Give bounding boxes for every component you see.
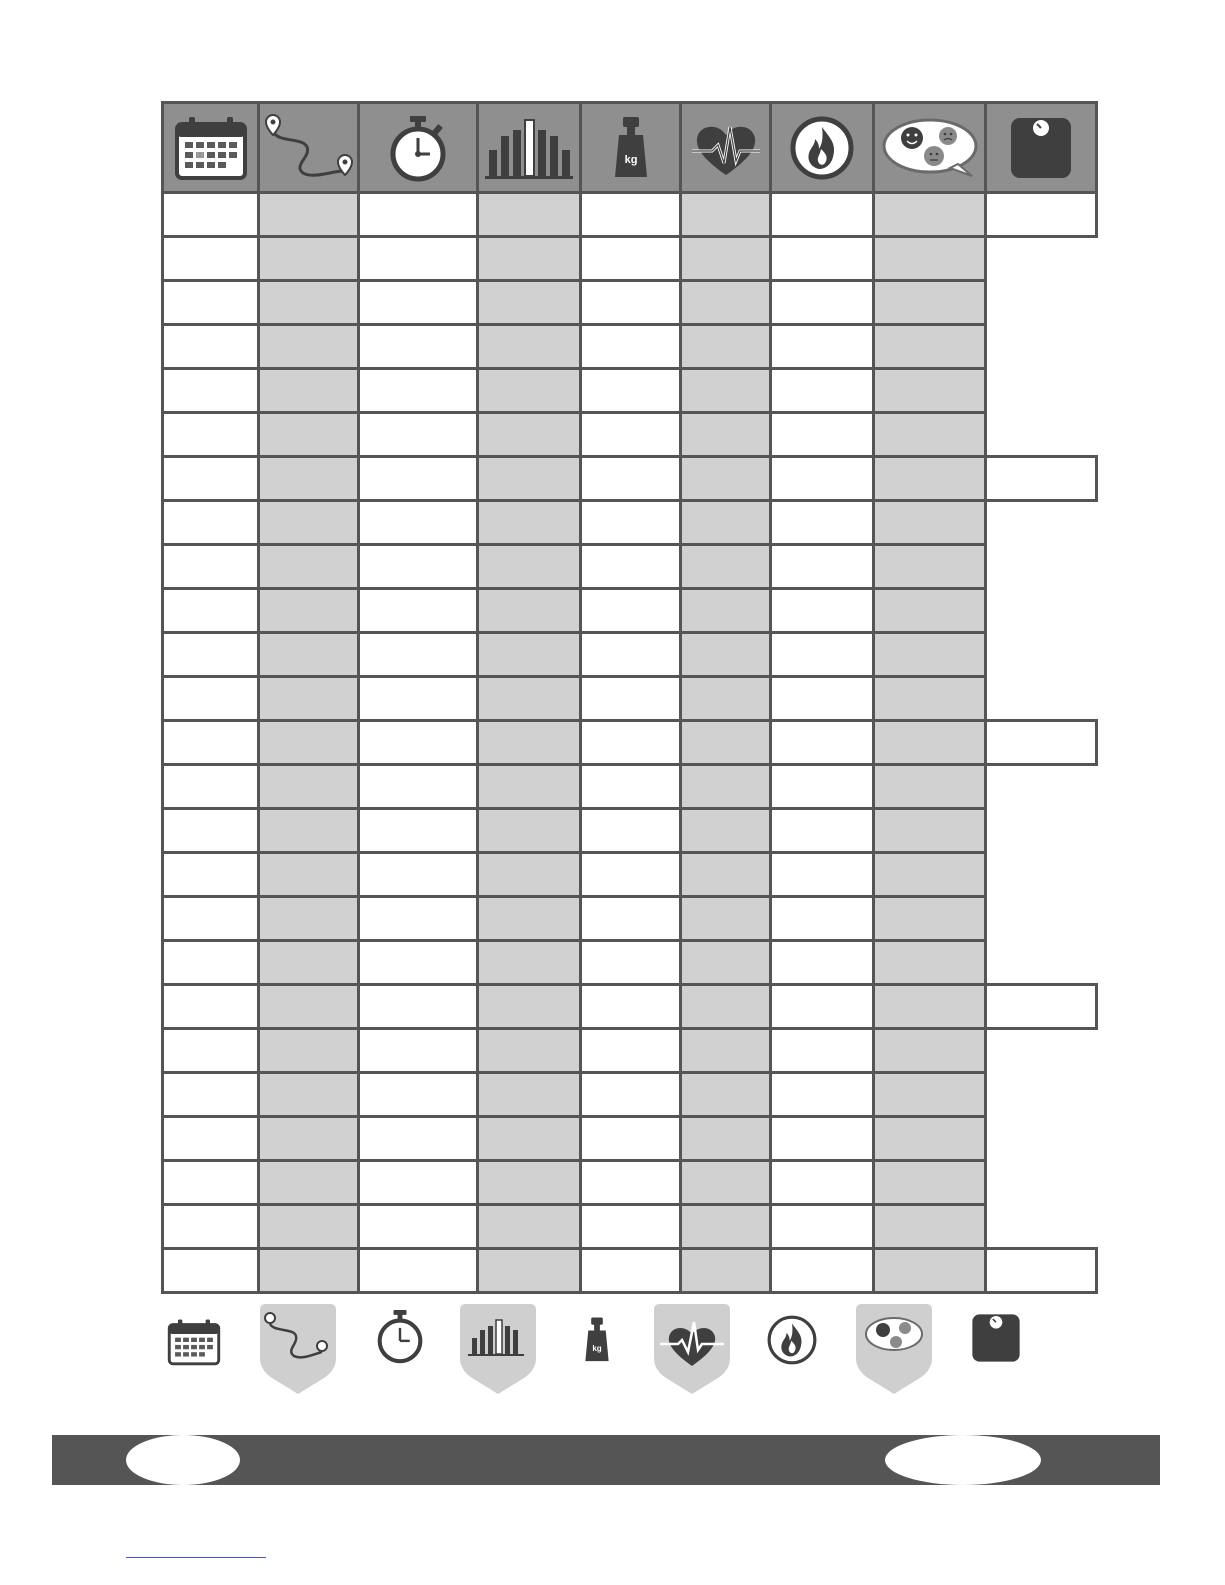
page-number-left xyxy=(126,1435,240,1485)
log-cell[interactable] xyxy=(771,1161,874,1205)
log-cell[interactable] xyxy=(874,897,986,941)
body-weight-cell xyxy=(986,677,1097,721)
svg-text:kg: kg xyxy=(624,153,637,166)
log-row xyxy=(163,985,1097,1029)
log-row xyxy=(163,853,1097,897)
log-cell[interactable] xyxy=(359,325,478,369)
log-cell[interactable] xyxy=(259,1161,359,1205)
log-row xyxy=(163,809,1097,853)
body-weight-cell xyxy=(986,853,1097,897)
log-cell[interactable] xyxy=(874,1249,986,1293)
log-cell[interactable] xyxy=(771,677,874,721)
log-cell[interactable] xyxy=(163,237,259,281)
log-cell[interactable] xyxy=(771,765,874,809)
log-cell[interactable] xyxy=(359,677,478,721)
log-cell[interactable] xyxy=(771,589,874,633)
log-row xyxy=(163,457,1097,501)
log-cell[interactable] xyxy=(359,721,478,765)
legend-calendar xyxy=(165,1318,223,1366)
log-cell[interactable] xyxy=(874,325,986,369)
route-distance-icon xyxy=(258,1300,338,1396)
log-cell[interactable] xyxy=(259,589,359,633)
log-cell[interactable] xyxy=(874,1117,986,1161)
legend-body-weight xyxy=(970,1312,1022,1364)
log-cell[interactable] xyxy=(359,457,478,501)
log-cell[interactable] xyxy=(681,853,771,897)
body-weight-cell xyxy=(986,1073,1097,1117)
log-cell[interactable] xyxy=(581,809,681,853)
log-cell[interactable] xyxy=(771,457,874,501)
log-cell[interactable] xyxy=(259,721,359,765)
log-row xyxy=(163,941,1097,985)
log-cell[interactable] xyxy=(359,853,478,897)
log-cell[interactable] xyxy=(771,501,874,545)
log-row xyxy=(163,1073,1097,1117)
log-row xyxy=(163,897,1097,941)
log-cell[interactable] xyxy=(259,369,359,413)
log-cell[interactable] xyxy=(681,1249,771,1293)
page-number-right xyxy=(885,1435,1041,1485)
log-cell[interactable] xyxy=(681,589,771,633)
log-cell[interactable] xyxy=(163,985,259,1029)
log-cell[interactable] xyxy=(681,941,771,985)
log-cell[interactable] xyxy=(478,413,581,457)
icon-legend xyxy=(150,1300,1050,1400)
body-weight-cell xyxy=(986,897,1097,941)
log-cell[interactable] xyxy=(681,501,771,545)
log-cell[interactable] xyxy=(359,369,478,413)
log-cell[interactable] xyxy=(581,941,681,985)
log-cell[interactable] xyxy=(259,501,359,545)
log-row xyxy=(163,369,1097,413)
log-cell[interactable] xyxy=(771,1205,874,1249)
log-cell[interactable] xyxy=(359,193,478,237)
log-cell[interactable] xyxy=(681,1029,771,1073)
log-row xyxy=(163,765,1097,809)
log-cell[interactable] xyxy=(259,193,359,237)
log-cell[interactable] xyxy=(259,1249,359,1293)
log-cell[interactable] xyxy=(259,545,359,589)
log-cell[interactable] xyxy=(478,1205,581,1249)
log-cell[interactable] xyxy=(478,369,581,413)
log-row xyxy=(163,281,1097,325)
log-cell[interactable] xyxy=(581,589,681,633)
log-row xyxy=(163,589,1097,633)
log-cell[interactable] xyxy=(581,501,681,545)
log-row xyxy=(163,237,1097,281)
log-cell[interactable] xyxy=(681,721,771,765)
log-cell[interactable] xyxy=(478,721,581,765)
log-cell[interactable] xyxy=(163,897,259,941)
log-cell[interactable] xyxy=(163,633,259,677)
route-distance-icon xyxy=(263,113,355,183)
log-row xyxy=(163,1029,1097,1073)
log-cell[interactable] xyxy=(581,281,681,325)
log-cell[interactable] xyxy=(259,413,359,457)
log-cell[interactable] xyxy=(874,457,986,501)
log-cell[interactable] xyxy=(771,369,874,413)
log-cell[interactable] xyxy=(681,677,771,721)
log-cell[interactable] xyxy=(478,1073,581,1117)
log-cell[interactable] xyxy=(163,677,259,721)
log-cell[interactable] xyxy=(478,193,581,237)
calendar-icon xyxy=(165,1318,223,1366)
log-cell[interactable] xyxy=(581,1161,681,1205)
log-cell[interactable] xyxy=(163,369,259,413)
heart-rate-icon xyxy=(652,1300,732,1396)
body-weight-cell xyxy=(986,545,1097,589)
log-cell[interactable] xyxy=(478,897,581,941)
log-cell[interactable] xyxy=(681,897,771,941)
log-cell[interactable] xyxy=(771,237,874,281)
body-weight-cell xyxy=(986,1117,1097,1161)
log-cell[interactable] xyxy=(359,1249,478,1293)
log-cell[interactable] xyxy=(163,853,259,897)
log-cell[interactable] xyxy=(478,1161,581,1205)
mood-faces-icon xyxy=(854,1300,934,1396)
bar-chart-level-icon xyxy=(483,116,575,180)
log-cell[interactable] xyxy=(359,1205,478,1249)
log-cell[interactable] xyxy=(478,325,581,369)
heart-rate-icon xyxy=(690,117,762,179)
body-weight-cell xyxy=(986,1161,1097,1205)
log-cell[interactable] xyxy=(874,941,986,985)
log-cell[interactable] xyxy=(259,765,359,809)
body-weight-cell[interactable] xyxy=(986,1249,1097,1293)
log-cell[interactable] xyxy=(478,281,581,325)
log-cell[interactable] xyxy=(163,765,259,809)
log-cell[interactable] xyxy=(874,545,986,589)
log-cell[interactable] xyxy=(478,457,581,501)
body-weight-cell xyxy=(986,325,1097,369)
log-cell[interactable] xyxy=(681,545,771,589)
svg-text:kg: kg xyxy=(592,1343,602,1353)
log-row xyxy=(163,545,1097,589)
log-cell[interactable] xyxy=(771,1249,874,1293)
bar-chart-level-icon xyxy=(458,1300,538,1396)
log-row xyxy=(163,1117,1097,1161)
log-cell[interactable] xyxy=(874,721,986,765)
stopwatch-icon xyxy=(374,1308,426,1364)
stopwatch-icon xyxy=(386,114,450,182)
log-cell[interactable] xyxy=(259,237,359,281)
log-cell[interactable] xyxy=(771,1073,874,1117)
log-cell[interactable] xyxy=(581,457,681,501)
log-cell[interactable] xyxy=(771,809,874,853)
log-cell[interactable] xyxy=(163,457,259,501)
body-weight-cell xyxy=(986,589,1097,633)
log-cell[interactable] xyxy=(581,1205,681,1249)
log-cell[interactable] xyxy=(163,413,259,457)
legend-calories xyxy=(766,1314,818,1366)
log-cell[interactable] xyxy=(874,985,986,1029)
log-cell[interactable] xyxy=(163,1029,259,1073)
col-date xyxy=(163,103,259,193)
log-row xyxy=(163,1161,1097,1205)
body-weight-cell xyxy=(986,281,1097,325)
log-cell[interactable] xyxy=(359,501,478,545)
log-cell[interactable] xyxy=(259,985,359,1029)
log-cell[interactable] xyxy=(259,1073,359,1117)
legend-level xyxy=(458,1300,538,1396)
log-cell[interactable] xyxy=(163,941,259,985)
calories-flame-icon xyxy=(766,1314,818,1366)
legend-time xyxy=(374,1308,426,1364)
log-cell[interactable] xyxy=(681,325,771,369)
bathroom-scale-icon xyxy=(970,1312,1022,1364)
log-cell[interactable] xyxy=(874,369,986,413)
log-cell[interactable] xyxy=(163,1117,259,1161)
log-cell[interactable] xyxy=(163,1249,259,1293)
log-cell[interactable] xyxy=(478,765,581,809)
log-cell[interactable] xyxy=(259,941,359,985)
col-weight-lifted xyxy=(581,103,681,193)
log-cell[interactable] xyxy=(771,325,874,369)
log-row xyxy=(163,677,1097,721)
log-cell[interactable] xyxy=(771,985,874,1029)
body-weight-cell xyxy=(986,413,1097,457)
log-cell[interactable] xyxy=(359,809,478,853)
log-cell[interactable] xyxy=(681,281,771,325)
log-cell[interactable] xyxy=(581,545,681,589)
log-cell[interactable] xyxy=(581,677,681,721)
log-row xyxy=(163,325,1097,369)
bottom-link-underline xyxy=(126,1557,266,1558)
log-cell[interactable] xyxy=(771,413,874,457)
log-cell[interactable] xyxy=(359,633,478,677)
log-cell[interactable] xyxy=(581,721,681,765)
log-cell[interactable] xyxy=(259,677,359,721)
log-cell[interactable] xyxy=(581,853,681,897)
log-cell[interactable] xyxy=(681,633,771,677)
log-cell[interactable] xyxy=(771,941,874,985)
bathroom-scale-icon xyxy=(1008,115,1074,181)
col-calories xyxy=(771,103,874,193)
log-cell[interactable] xyxy=(478,809,581,853)
body-weight-cell xyxy=(986,1205,1097,1249)
log-cell[interactable] xyxy=(163,809,259,853)
log-cell[interactable] xyxy=(771,897,874,941)
log-cell[interactable] xyxy=(259,457,359,501)
log-cell[interactable] xyxy=(874,1029,986,1073)
log-cell[interactable] xyxy=(681,413,771,457)
weight-kg-icon xyxy=(582,1316,612,1364)
col-body-weight xyxy=(986,103,1097,193)
log-cell[interactable] xyxy=(163,545,259,589)
log-row xyxy=(163,193,1097,237)
log-cell[interactable] xyxy=(681,985,771,1029)
log-cell[interactable] xyxy=(359,985,478,1029)
legend-weight-lifted xyxy=(582,1316,612,1364)
log-cell[interactable] xyxy=(681,1205,771,1249)
log-cell[interactable] xyxy=(874,237,986,281)
log-cell[interactable] xyxy=(581,897,681,941)
log-cell[interactable] xyxy=(581,413,681,457)
log-cell[interactable] xyxy=(581,985,681,1029)
log-cell[interactable] xyxy=(478,633,581,677)
log-cell[interactable] xyxy=(359,413,478,457)
calendar-icon xyxy=(174,115,248,181)
body-weight-cell xyxy=(986,809,1097,853)
log-cell[interactable] xyxy=(581,1073,681,1117)
log-cell[interactable] xyxy=(359,1117,478,1161)
log-cell[interactable] xyxy=(771,1029,874,1073)
log-cell[interactable] xyxy=(581,765,681,809)
log-cell[interactable] xyxy=(581,1117,681,1161)
log-cell[interactable] xyxy=(163,325,259,369)
log-cell[interactable] xyxy=(478,1249,581,1293)
log-cell[interactable] xyxy=(359,589,478,633)
log-cell[interactable] xyxy=(681,369,771,413)
log-row xyxy=(163,1205,1097,1249)
header-row xyxy=(163,103,1097,193)
log-cell[interactable] xyxy=(771,853,874,897)
log-cell[interactable] xyxy=(259,1029,359,1073)
log-cell[interactable] xyxy=(163,1205,259,1249)
log-cell[interactable] xyxy=(771,721,874,765)
log-cell[interactable] xyxy=(359,941,478,985)
log-cell[interactable] xyxy=(259,325,359,369)
log-cell[interactable] xyxy=(771,545,874,589)
log-cell[interactable] xyxy=(259,853,359,897)
log-cell[interactable] xyxy=(478,237,581,281)
log-cell[interactable] xyxy=(874,633,986,677)
log-cell[interactable] xyxy=(771,1117,874,1161)
col-heart-rate xyxy=(681,103,771,193)
log-cell[interactable] xyxy=(681,193,771,237)
log-row xyxy=(163,413,1097,457)
log-cell[interactable] xyxy=(681,809,771,853)
log-row xyxy=(163,1249,1097,1293)
log-cell[interactable] xyxy=(259,809,359,853)
footer-bar xyxy=(52,1435,1160,1485)
log-cell[interactable] xyxy=(359,281,478,325)
body-weight-cell[interactable] xyxy=(986,193,1097,237)
log-cell[interactable] xyxy=(874,413,986,457)
col-time xyxy=(359,103,478,193)
log-cell[interactable] xyxy=(478,853,581,897)
log-cell[interactable] xyxy=(874,1073,986,1117)
log-body xyxy=(163,193,1097,1293)
log-cell[interactable] xyxy=(874,589,986,633)
weight-kg-icon xyxy=(611,115,651,181)
log-cell[interactable] xyxy=(581,1249,681,1293)
body-weight-cell[interactable] xyxy=(986,721,1097,765)
col-distance xyxy=(259,103,359,193)
log-cell[interactable] xyxy=(874,193,986,237)
col-mood xyxy=(874,103,986,193)
log-cell[interactable] xyxy=(874,1161,986,1205)
body-weight-cell[interactable] xyxy=(986,457,1097,501)
legend-heart-rate xyxy=(652,1300,732,1396)
body-weight-cell xyxy=(986,501,1097,545)
log-cell[interactable] xyxy=(478,589,581,633)
log-row xyxy=(163,501,1097,545)
log-cell[interactable] xyxy=(478,677,581,721)
log-cell[interactable] xyxy=(874,853,986,897)
log-cell[interactable] xyxy=(874,501,986,545)
legend-mood xyxy=(854,1300,934,1396)
log-cell[interactable] xyxy=(874,765,986,809)
log-cell[interactable] xyxy=(874,281,986,325)
training-log-table xyxy=(161,101,1098,1294)
log-cell[interactable] xyxy=(681,1073,771,1117)
log-cell[interactable] xyxy=(478,545,581,589)
body-weight-cell[interactable] xyxy=(986,985,1097,1029)
log-cell[interactable] xyxy=(259,281,359,325)
log-cell[interactable] xyxy=(874,1205,986,1249)
log-cell[interactable] xyxy=(478,501,581,545)
log-cell[interactable] xyxy=(259,1117,359,1161)
log-cell[interactable] xyxy=(259,633,359,677)
log-cell[interactable] xyxy=(163,281,259,325)
log-cell[interactable] xyxy=(163,721,259,765)
body-weight-cell xyxy=(986,1029,1097,1073)
log-cell[interactable] xyxy=(771,281,874,325)
legend-distance xyxy=(258,1300,338,1396)
log-cell[interactable] xyxy=(359,237,478,281)
log-row xyxy=(163,633,1097,677)
log-cell[interactable] xyxy=(163,589,259,633)
log-cell[interactable] xyxy=(359,897,478,941)
log-cell[interactable] xyxy=(581,193,681,237)
log-cell[interactable] xyxy=(259,1205,359,1249)
log-cell[interactable] xyxy=(581,237,681,281)
log-cell[interactable] xyxy=(359,545,478,589)
log-cell[interactable] xyxy=(359,1161,478,1205)
log-cell[interactable] xyxy=(259,897,359,941)
log-cell[interactable] xyxy=(681,457,771,501)
log-cell[interactable] xyxy=(478,941,581,985)
log-cell[interactable] xyxy=(163,193,259,237)
log-cell[interactable] xyxy=(581,369,681,413)
log-cell[interactable] xyxy=(771,633,874,677)
body-weight-cell xyxy=(986,941,1097,985)
log-cell[interactable] xyxy=(874,677,986,721)
log-cell[interactable] xyxy=(771,193,874,237)
body-weight-cell xyxy=(986,633,1097,677)
log-cell[interactable] xyxy=(478,1029,581,1073)
body-weight-cell xyxy=(986,765,1097,809)
log-cell[interactable] xyxy=(581,325,681,369)
log-row xyxy=(163,721,1097,765)
col-level xyxy=(478,103,581,193)
body-weight-cell xyxy=(986,369,1097,413)
log-cell[interactable] xyxy=(681,765,771,809)
mood-faces-icon xyxy=(880,116,980,180)
log-cell[interactable] xyxy=(359,1073,478,1117)
log-cell[interactable] xyxy=(478,1117,581,1161)
log-cell[interactable] xyxy=(581,633,681,677)
body-weight-cell xyxy=(986,237,1097,281)
log-cell[interactable] xyxy=(581,1029,681,1073)
log-cell[interactable] xyxy=(478,985,581,1029)
log-cell[interactable] xyxy=(163,1161,259,1205)
calories-flame-icon xyxy=(789,115,855,181)
log-cell[interactable] xyxy=(874,809,986,853)
log-cell[interactable] xyxy=(681,1117,771,1161)
log-cell[interactable] xyxy=(163,1073,259,1117)
log-cell[interactable] xyxy=(681,237,771,281)
log-cell[interactable] xyxy=(359,1029,478,1073)
log-cell[interactable] xyxy=(163,501,259,545)
log-cell[interactable] xyxy=(681,1161,771,1205)
log-cell[interactable] xyxy=(359,765,478,809)
